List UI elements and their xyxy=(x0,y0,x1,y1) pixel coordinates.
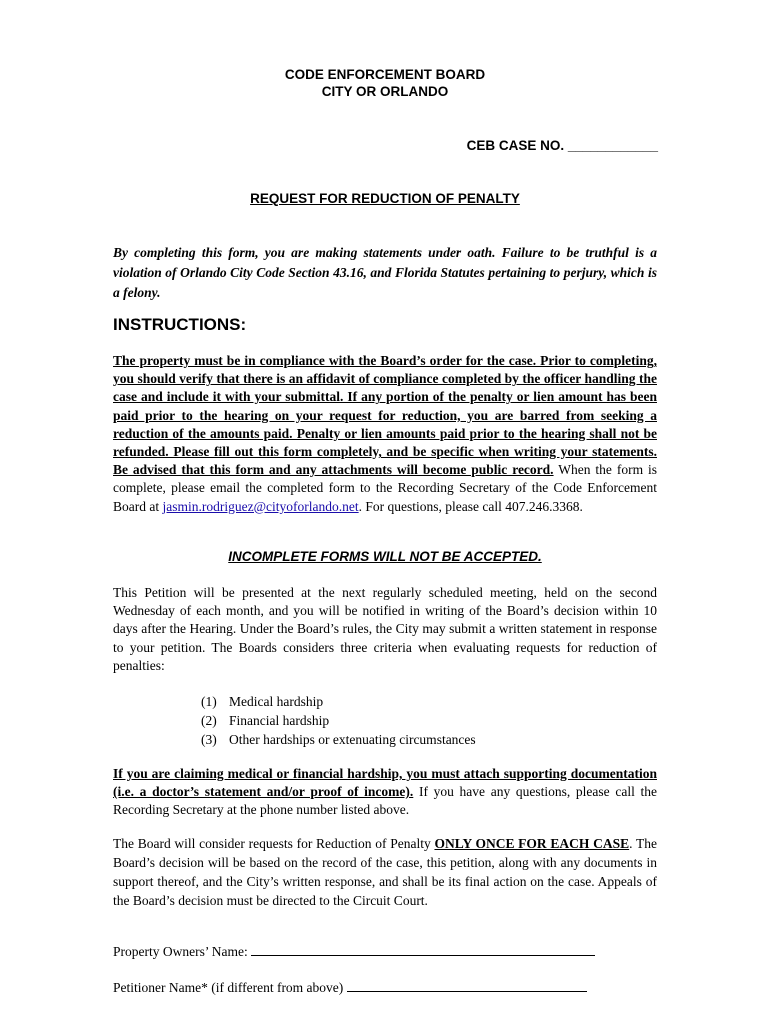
criteria-number: (2) xyxy=(201,713,217,728)
petitioner-name-input[interactable] xyxy=(347,978,587,992)
consideration-detail-text: . The Board’s decision will be based on the record of the case, this petition, along with any documents in support thereof, and the City’s written response, and shall be its final action on the case. Appeals of the Board’s decision must be directed to the Circuit Court. xyxy=(113,836,657,908)
board-name: CODE ENFORCEMENT BOARD xyxy=(284,67,486,82)
list-item xyxy=(201,692,476,711)
once-per-case-emphasis: ONLY ONCE FOR EACH CASE xyxy=(434,836,630,851)
hardship-paragraph xyxy=(113,765,657,820)
criteria-number: (3) xyxy=(201,732,217,747)
criteria-label: Financial hardship xyxy=(229,713,330,728)
criteria-list xyxy=(201,692,476,749)
board-consideration-paragraph xyxy=(113,834,657,910)
instructions-paragraph xyxy=(113,352,657,516)
case-number-label: CEB CASE NO. ____________ xyxy=(466,138,658,153)
criteria-label: Medical hardship xyxy=(229,694,324,709)
petition-paragraph: This Petition will be presented at the next regularly scheduled meeting, held on the second Wednesday of each month, and you will be notified in writing of the Board’s decision within 10 days after the Hearing. Under the Board’s rules, the City may submit a written statement in response to your petition. The Boards considers three criteria when evaluating requests for reduction of penalties: xyxy=(113,585,657,673)
instructions-compliance-text: The property must be in compliance with the Board’s order for the case. Prior to completing, you should verify that there is an affidavit of compliance completed by the officer handling the case and include it with your submittal. If any portion of the penalty or lien amount has been paid prior to the hearing on your request for reduction, you are barred from seeking a reduction of the amounts paid. Penalty or lien amounts paid prior to the hearing shall not be refunded. Please fill out this form completely, and be specific when writing your statements. Be advised that this form and any attachments will become public record. xyxy=(113,353,657,478)
oath-statement: By completing this form, you are making statements under oath. Failure to be truthful is a violation of Orlando City Code Section 43.16, and Florida Statutes pertaining to perjury, which is a felony. xyxy=(113,245,657,300)
criteria-number: (1) xyxy=(201,694,217,709)
board-heading xyxy=(0,66,770,100)
petitioner-name-label: Petitioner Name* (if different from above) xyxy=(113,980,344,995)
list-item xyxy=(201,711,476,730)
instructions-email-text: When the form is complete, please email the completed form to the Recording Secretary of the Code Enforcement Board at xyxy=(113,462,657,514)
incomplete-warning: INCOMPLETE FORMS WILL NOT BE ACCEPTED. xyxy=(228,549,542,564)
owner-name-row xyxy=(113,942,595,960)
secretary-email-link[interactable]: jasmin.rodriguez@cityoforlando.net xyxy=(162,498,359,514)
consideration-intro-text: The Board will consider requests for Reduction of Penalty xyxy=(113,836,435,851)
owner-name-input[interactable] xyxy=(251,942,595,956)
instructions-heading: INSTRUCTIONS: xyxy=(113,315,247,334)
form-title: REQUEST FOR REDUCTION OF PENALTY xyxy=(250,191,520,206)
owner-name-label: Property Owners’ Name: xyxy=(113,944,248,959)
hardship-requirement-text: If you are claiming medical or financial hardship, you must attach supporting documentation (i.e. a doctor’s statement and/or proof of income). xyxy=(113,766,657,800)
city-name: CITY OR ORLANDO xyxy=(321,84,449,99)
criteria-label: Other hardships or extenuating circumstances xyxy=(229,732,476,747)
petitioner-name-row xyxy=(113,978,587,996)
hardship-contact-text: If you have any questions, please call the Recording Secretary at the phone number listed above. xyxy=(113,784,657,818)
instructions-phone-text: . For questions, please call 407.246.3368. xyxy=(358,498,583,514)
list-item xyxy=(201,730,476,749)
